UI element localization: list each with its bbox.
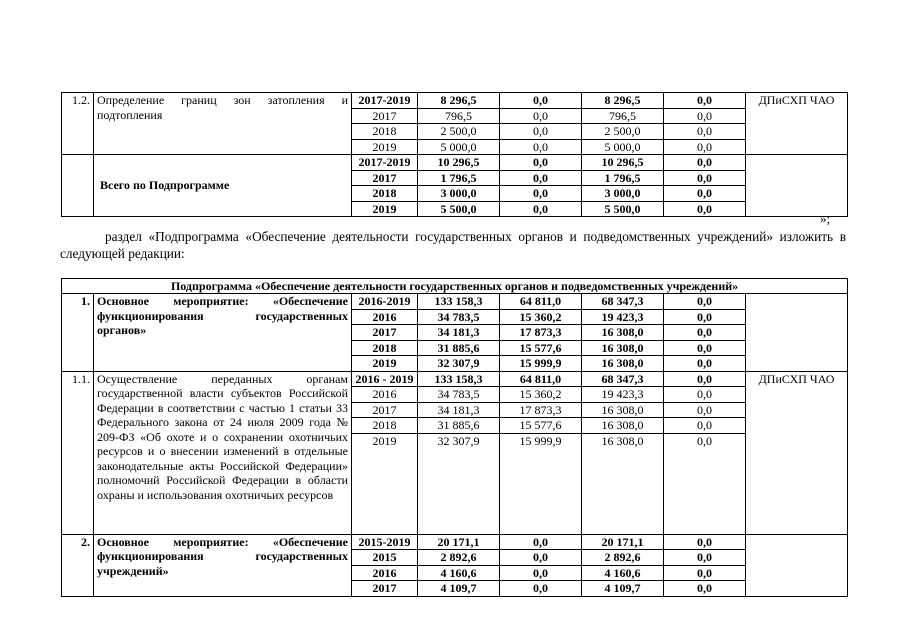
regional-cell: 4 160,6 [582,565,664,581]
total-cell: 4 160,6 [418,565,500,581]
period-cell: 2018 [352,340,418,356]
other-cell: 0,0 [664,356,746,372]
table-row [62,534,848,550]
activity-label: Определение границ зон затопления и подтопления [94,93,352,155]
period-cell: 2017 [352,581,418,597]
responsible-dept: ДПиСХП ЧАО [746,93,848,155]
regional-cell: 10 296,5 [582,155,664,171]
period-cell: 2019 [352,139,418,155]
total-cell: 796,5 [418,108,500,124]
regional-cell: 68 347,3 [582,371,664,387]
total-cell: 10 296,5 [418,155,500,171]
total-cell: 133 158,3 [418,294,500,310]
regional-cell: 16 308,0 [582,433,664,534]
federal-cell: 15 360,2 [500,387,582,403]
other-cell: 0,0 [664,294,746,310]
regional-cell: 19 423,3 [582,309,664,325]
period-cell: 2016 [352,387,418,403]
total-cell: 5 500,0 [418,201,500,217]
period-cell: 2017-2019 [352,155,418,171]
federal-cell: 0,0 [500,93,582,109]
regional-cell: 8 296,5 [582,93,664,109]
total-cell: 20 171,1 [418,534,500,550]
instruction-paragraph [60,228,846,262]
total-cell: 31 885,6 [418,418,500,434]
total-cell: 34 783,5 [418,309,500,325]
other-cell: 0,0 [664,418,746,434]
other-cell: 0,0 [664,581,746,597]
period-cell: 2016-2019 [352,294,418,310]
other-cell: 0,0 [664,387,746,403]
other-cell: 0,0 [664,402,746,418]
total-cell: 8 296,5 [418,93,500,109]
period-cell: 2017 [352,402,418,418]
total-cell: 5 000,0 [418,139,500,155]
period-cell: 2017 [352,325,418,341]
regional-cell: 5 500,0 [582,201,664,217]
federal-cell: 64 811,0 [500,294,582,310]
other-cell: 0,0 [664,170,746,186]
federal-cell: 0,0 [500,581,582,597]
table-subprogram-flood [61,92,848,217]
period-cell: 2016 [352,565,418,581]
federal-cell: 0,0 [500,170,582,186]
federal-cell: 0,0 [500,139,582,155]
total-cell: 31 885,6 [418,340,500,356]
regional-cell: 1 796,5 [582,170,664,186]
federal-cell: 15 577,6 [500,340,582,356]
activity-label: Всего по Подпрограмме [94,155,352,217]
federal-cell: 15 999,9 [500,433,582,534]
total-cell: 133 158,3 [418,371,500,387]
row-number: 1.2. [62,93,94,155]
responsible-dept [746,155,848,217]
federal-cell: 0,0 [500,565,582,581]
table-subprogram-agencies [61,278,848,597]
federal-cell: 0,0 [500,201,582,217]
period-cell: 2019 [352,356,418,372]
other-cell: 0,0 [664,309,746,325]
regional-cell: 796,5 [582,108,664,124]
total-cell: 2 892,6 [418,550,500,566]
regional-cell: 2 500,0 [582,124,664,140]
period-cell: 2018 [352,186,418,202]
total-cell: 1 796,5 [418,170,500,186]
regional-cell: 4 109,7 [582,581,664,597]
other-cell: 0,0 [664,340,746,356]
regional-cell: 16 308,0 [582,402,664,418]
other-cell: 0,0 [664,124,746,140]
period-cell: 2015-2019 [352,534,418,550]
period-cell: 2018 [352,418,418,434]
period-cell: 2019 [352,433,418,534]
federal-cell: 15 577,6 [500,418,582,434]
regional-cell: 16 308,0 [582,418,664,434]
responsible-dept: ДПиСХП ЧАО [746,371,848,534]
other-cell: 0,0 [664,550,746,566]
total-cell: 2 500,0 [418,124,500,140]
federal-cell: 0,0 [500,155,582,171]
table-row [62,93,848,109]
other-cell: 0,0 [664,139,746,155]
subprogram-header: Подпрограмма «Обеспечение деятельности государственных органов и подведомственных учреждений» [62,279,848,294]
regional-cell: 16 308,0 [582,340,664,356]
federal-cell: 0,0 [500,124,582,140]
other-cell: 0,0 [664,93,746,109]
row-number [62,155,94,217]
closing-quote: »; [820,211,831,226]
other-cell: 0,0 [664,201,746,217]
total-cell: 32 307,9 [418,356,500,372]
federal-cell: 15 999,9 [500,356,582,372]
period-cell: 2015 [352,550,418,566]
responsible-dept [746,534,848,596]
federal-cell: 15 360,2 [500,309,582,325]
period-cell: 2017 [352,170,418,186]
total-cell: 34 783,5 [418,387,500,403]
table-row [62,371,848,387]
row-number: 2. [62,534,94,596]
period-cell: 2017-2019 [352,93,418,109]
period-cell: 2016 [352,309,418,325]
regional-cell: 3 000,0 [582,186,664,202]
other-cell: 0,0 [664,186,746,202]
other-cell: 0,0 [664,534,746,550]
other-cell: 0,0 [664,108,746,124]
federal-cell: 0,0 [500,550,582,566]
regional-cell: 2 892,6 [582,550,664,566]
regional-cell: 68 347,3 [582,294,664,310]
federal-cell: 0,0 [500,108,582,124]
activity-label: Основное мероприятие: «Обеспечение функционирования государственных органов» [94,294,352,372]
instruction-text: раздел «Подпрограмма «Обеспечение деятельности государственных органов и подведомственных учреждений» изложить в следующей редакции: [60,229,846,261]
period-cell: 2019 [352,201,418,217]
activity-label: Основное мероприятие: «Обеспечение функционирования государственных учреждений» [94,534,352,596]
regional-cell: 19 423,3 [582,387,664,403]
row-number: 1. [62,294,94,372]
period-cell: 2017 [352,108,418,124]
total-cell: 4 109,7 [418,581,500,597]
responsible-dept [746,294,848,372]
total-cell: 3 000,0 [418,186,500,202]
other-cell: 0,0 [664,325,746,341]
federal-cell: 0,0 [500,186,582,202]
other-cell: 0,0 [664,371,746,387]
other-cell: 0,0 [664,155,746,171]
other-cell: 0,0 [664,565,746,581]
federal-cell: 17 873,3 [500,402,582,418]
federal-cell: 17 873,3 [500,325,582,341]
federal-cell: 64 811,0 [500,371,582,387]
other-cell: 0,0 [664,433,746,534]
row-number: 1.1. [62,371,94,534]
period-cell: 2018 [352,124,418,140]
federal-cell: 0,0 [500,534,582,550]
regional-cell: 20 171,1 [582,534,664,550]
regional-cell: 16 308,0 [582,325,664,341]
total-cell: 34 181,3 [418,402,500,418]
table-row [62,155,848,171]
regional-cell: 5 000,0 [582,139,664,155]
activity-label: Осуществление переданных органам государственной власти субъектов Российской Федерации в соответствии с частью 1 статьи 33 Федерального закона от 24 июля 2009 года № 209-ФЗ «Об охоте и о сохранении охотничьих ресурсов и о внесении изменений в отдельные законодательные акты Российской Федерации» полномочий Российской Федерации в области охраны и использования охотничьих ресурсов [94,371,352,534]
period-cell: 2016 - 2019 [352,371,418,387]
total-cell: 34 181,3 [418,325,500,341]
total-cell: 32 307,9 [418,433,500,534]
table-row [62,294,848,310]
regional-cell: 16 308,0 [582,356,664,372]
